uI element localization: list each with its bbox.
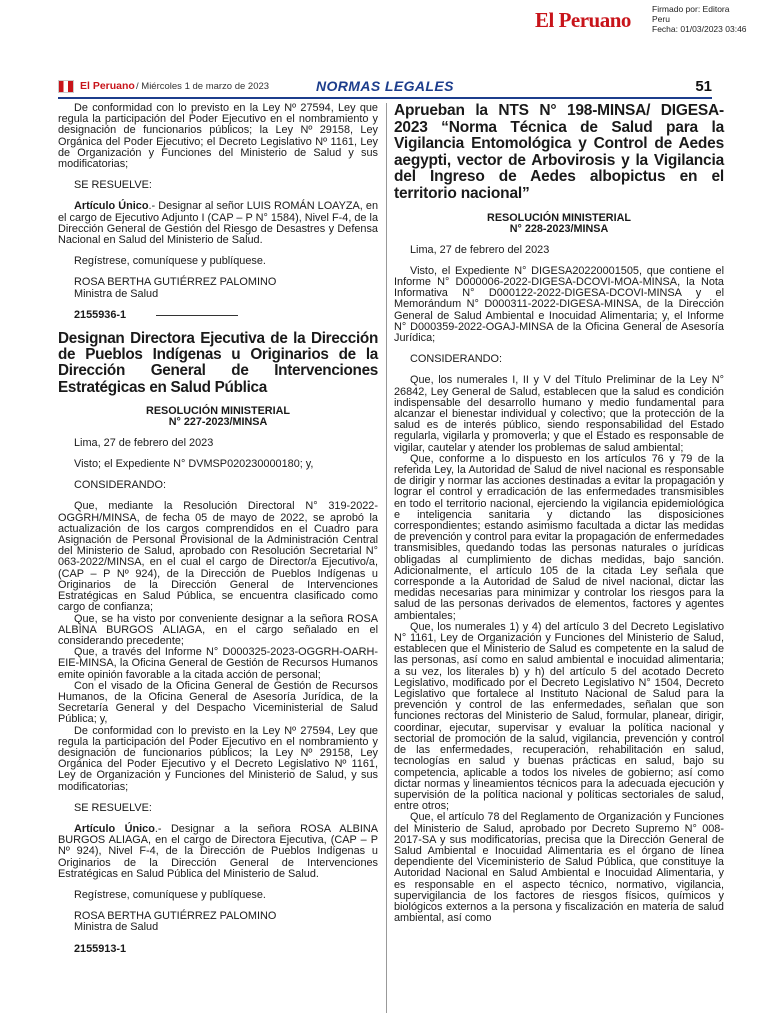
paragraph: Que, conforme a lo dispuesto en los artículos 76 y 79 de la referida Ley, la Autoridad de Salud de nivel nacional es responsable de dirigir y normar las acciones destinadas a evitar la propagación y lograr el control y erradicación de las enfermedades transmisibles en todo el territorio nacional, ejerciendo la vigilancia epidemiológica e inteligencia sanitaria y dictando las disposiciones correspondientes; estando asimismo facultada a dictar las medidas de prevención y control para evitar la propagación de enfermedades transmisibles, quedando todas las personas naturales o jurídicas obligadas al cumplimiento de dichas medidas, bajo sanción. Adicionalmente, el artículo 105 de la citada Ley señala que corresponde a la Autoridad de Salud de nivel nacional, dictar las medidas necesarias para minimizar y controlar los riesgos para la salud de las personas derivados de elementos, factores y agentes ambientales; bbox=[394, 452, 724, 622]
article-text: .- Designar a la señora ROSA ALBINA BURGOS ALIAGA, en el cargo de Directora Ejecutiva, (CAP – P Nº 924), Nivel F-4, de la Dirección de Pueblos Indígenas u Originarios de la Dirección General de Intervenciones Estratégicas en Salud Pública del Ministerio de Salud. bbox=[58, 822, 378, 880]
separator-rule bbox=[156, 315, 238, 316]
page-number: 51 bbox=[695, 78, 712, 95]
signature-line: Fecha: 01/03/2023 03:46 bbox=[652, 24, 747, 34]
document-number-line bbox=[58, 310, 378, 321]
signatory-role: Ministra de Salud bbox=[74, 921, 159, 934]
document-number: 2155913-1 bbox=[74, 942, 127, 955]
paragraph: Que, los numerales I, II y V del Título Preliminar de la Ley N° 26842, Ley General de Salud, establecen que la salud es condición indispensable del desarrollo humano y medio fundamental para alcanzar el bienestar individual y colectivo; que la protección de la salud es de interés público, siendo responsabilidad del Estado regularla, vigilarla y promoverla; y que el Estado es responsable de vigilar, cautelar y atender los problemas de salud ambiental; bbox=[394, 374, 724, 454]
considerando-heading: CONSIDERANDO: bbox=[74, 479, 166, 492]
right-column bbox=[394, 103, 724, 924]
header-rule bbox=[58, 97, 712, 99]
paragraph: Que, los numerales 1) y 4) del artículo 3 del Decreto Legislativo N° 1161, Ley de Organización y Funciones del Ministerio de Salud, establecen que el Ministerio de Salud es competente en la salud de las personas, así como en salud ambiental e inocuidad alimentaria; a su vez, los literales b) y h) del artículo 5 del acotado Decreto Legislativo, modificado por el Decreto Legislativo N° 1504, Decreto Legislativo que fortalece al Instituto Nacional de Salud para la prevención y control de las enfermedades, señalan que son funciones rectoras del Ministerio de Salud, formular, planear, dirigir, coordinar, ejecutar, supervisar y evaluar la política nacional y sectorial de promoción de la salud, vigilancia, prevención y control de las enfermedades, recuperación, rehabilitación en salud, tecnologías en salud y buenas prácticas en salud, bajo su competencia, aplicable a todos los niveles de gobierno; así como dictar normas y lineamientos técnicos para la adecuada ejecución y supervisión de la política nacional y políticas sectoriales de salud, entre otros; bbox=[394, 620, 724, 813]
article-label: Artículo Único bbox=[74, 200, 149, 213]
paragraph: Que, el artículo 78 del Reglamento de Organización y Funciones del Ministerio de Salud, aprobado por Decreto Supremo N° 008-2017-SA y sus modificatorias, precisa que la Dirección General de Salud Ambiental e Inocuidad Alimentaria es el órgano de línea dependiente del Viceministerio de Salud Pública, que constituye la Autoridad Nacional en Salud Ambiental e Inocuidad Alimentaria, y es responsable en el aspecto técnico, normativo, vigilancia, supervigilancia de los factores de riesgos físicos, químicos y biológicos externos a la persona y fiscalización en materia de salud ambiental, así como bbox=[394, 811, 724, 925]
resolution-date: Lima, 27 de febrero del 2023 bbox=[74, 436, 214, 449]
article-label: Artículo Único bbox=[74, 822, 155, 835]
norm-title: Aprueban la NTS N° 198-MINSA/ DIGESA-2023 “Norma Técnica de Salud para la Vigilancia Entomológica y Control de Aedes aegypti, vector de Arbovirosis y la Vigilancia del Ingreso de Aedes albopictus en el territorio nacional” bbox=[394, 102, 724, 202]
visto-paragraph: Visto, el Expediente N° DIGESA20220001505, que contiene el Informe N° D000006-2022-DIGESA-DCOVI-MOA-MINSA, la Nota Informativa N° D000122-2022-DIGESA-DCOVI-MINSA y el Memorándum N° D000311-2022-DIGESA-MINSA, de la Dirección General de Salud Ambiental e Inocuidad Alimentaria; y, el Informe N° D000359-2022-OGAJ-MINSA de la Oficina General de Asesoría Jurídica; bbox=[394, 264, 724, 344]
resolution-number: N° 227-2023/MINSA bbox=[168, 415, 268, 428]
document-number: 2155936-1 bbox=[74, 308, 127, 321]
considerando-heading: CONSIDERANDO: bbox=[410, 353, 502, 366]
column-divider bbox=[386, 103, 387, 1013]
article-paragraph bbox=[58, 824, 378, 880]
signature-line: Peru bbox=[652, 14, 670, 24]
visto-paragraph: Visto; el Expediente N° DVMSP020230000180; y, bbox=[74, 458, 314, 471]
header-paper-name: El Peruano bbox=[80, 80, 135, 92]
el-peruano-logo: El Peruano bbox=[535, 8, 631, 32]
article-paragraph bbox=[58, 201, 378, 246]
paragraph: De conformidad con lo previsto en la Ley Nº 27594, Ley que regula la participación del Poder Ejecutivo en el nombramiento y designación de funcionarios públicos; la Ley Nº 29158, Ley Orgánica del Poder Ejecutivo; el Decreto Legislativo Nº 1161, Ley de Organización y Funciones del Ministerio de Salud y sus modificatorias; bbox=[58, 102, 378, 171]
resolve-heading: SE RESUELVE: bbox=[74, 179, 152, 192]
header-date: / Miércoles 1 de marzo de 2023 bbox=[136, 81, 270, 92]
signatory-name: ROSA BERTHA GUTIÉRREZ PALOMINO bbox=[74, 910, 277, 923]
page-header bbox=[58, 78, 712, 98]
paragraph: Que, a través del Informe N° D000325-2023-OGGRH-OARH-EIE-MINSA, la Oficina General de Gestión de Recursos Humanos emite opinión favorable a la citada acción de personal; bbox=[58, 646, 378, 681]
paragraph: Que, se ha visto por conveniente designar a la señora ROSA ALBINA BURGOS ALIAGA, en el cargo señalado en el considerando precedente; bbox=[58, 612, 378, 647]
resolution-heading bbox=[58, 406, 378, 428]
closing-formula: Regístrese, comuníquese y publíquese. bbox=[74, 255, 266, 268]
resolution-type: RESOLUCIÓN MINISTERIAL bbox=[487, 211, 631, 224]
paragraph: Que, mediante la Resolución Directoral N° 319-2022-OGGRH/MINSA, de fecha 05 de mayo de 2022, se aprobó la actualización de los cargos comprendidos en el Cuadro para Asignación de Personal Provisional de la Administración Central del Ministerio de Salud, aprobado con Resolución Secretarial N° 063-2022/MINSA, en el cual el cargo de Director/a Ejecutivo/a, (CAP – P Nº 924), de la Dirección de Pueblos Indígenas u Originarios de la Dirección General de Intervenciones Estratégicas en Salud Pública, se encuentra clasificado como cargo de confianza; bbox=[58, 500, 378, 614]
signature-line: Firmado por: Editora bbox=[652, 4, 730, 14]
left-column bbox=[58, 103, 378, 955]
digital-signature bbox=[652, 4, 747, 34]
resolution-date: Lima, 27 de febrero del 2023 bbox=[410, 243, 550, 256]
resolution-type: RESOLUCIÓN MINISTERIAL bbox=[146, 404, 290, 417]
paragraph: De conformidad con lo previsto en la Ley Nº 27594, Ley que regula la participación del Poder Ejecutivo en el nombramiento y designación de funcionarios públicos; la Ley Nº 29158, Ley Orgánica del Poder Ejecutivo y el Decreto Legislativo Nº 1161, Ley de Organización y Funciones del Ministerio de Salud, y sus modificatorias; bbox=[58, 724, 378, 793]
section-title: NORMAS LEGALES bbox=[316, 78, 454, 94]
signatory-name: ROSA BERTHA GUTIÉRREZ PALOMINO bbox=[74, 276, 277, 289]
peru-flag-icon bbox=[58, 80, 74, 93]
paragraph: Con el visado de la Oficina General de Gestión de Recursos Humanos, de la Oficina General de Asesoría Jurídica, de la Secretaría General y del Despacho Viceministerial de Salud Pública; y, bbox=[58, 679, 378, 726]
resolution-number: N° 228-2023/MINSA bbox=[509, 222, 609, 235]
resolution-heading bbox=[394, 213, 724, 235]
signatory-role: Ministra de Salud bbox=[74, 287, 159, 300]
norm-title: Designan Directora Ejecutiva de la Dirección de Pueblos Indígenas u Originarios de la Dirección General de Intervenciones Estratégicas en Salud Pública bbox=[58, 330, 378, 396]
article-text: .- Designar al señor LUIS ROMÁN LOAYZA, en el cargo de Ejecutivo Adjunto I (CAP – P N° 1584), Nivel F-4, de la Dirección General de Gestión del Riesgo de Desastres y Defensa Nacional en Salud del Ministerio de Salud. bbox=[58, 200, 379, 247]
resolve-heading: SE RESUELVE: bbox=[74, 801, 152, 814]
closing-formula: Regístrese, comuníquese y publíquese. bbox=[74, 888, 266, 901]
